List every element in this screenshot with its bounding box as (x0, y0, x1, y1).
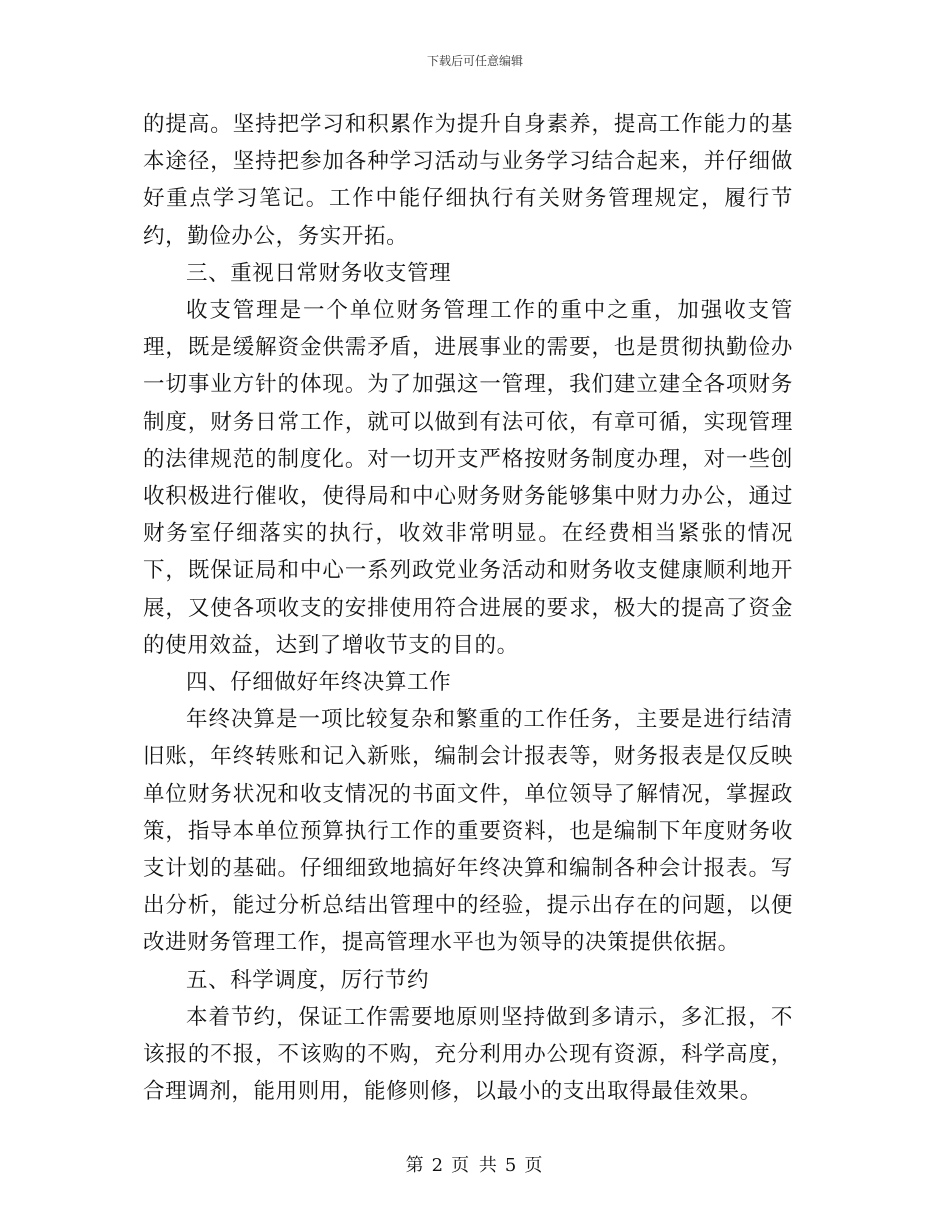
footer-total-pages: 5 (504, 1155, 519, 1176)
footer-middle: 页 共 (451, 1155, 499, 1176)
section-heading-5: 五、科学调度，厉行节约 (186, 967, 430, 993)
section-heading-4: 四、仔细做好年终决算工作 (186, 670, 452, 696)
section-heading-3: 三、重视日常财务收支管理 (186, 260, 452, 286)
paragraph-section-3: 收支管理是一个单位财务管理工作的重中之重，加强收支管理，既是缓解资金供需矛盾，进展事业的需要，也是贯彻执勤俭办一切事业方针的体现。为了加强这一管理，我们建立建全各项财务制度，财务日常工作，就可以做到有法可依，有章可循，实现管理的法律规范的制度化。对一切开支严格按财务制度办理，对一些创收积极进行催收，使得局和中心财务财务能够集中财力办公，通过财务室仔细落实的执行，收效非常明显。在经费相当紧张的情况下，既保证局和中心一系列政党业务活动和财务收支健康顺利地开展，又使各项收支的安排使用符合进展的要求，极大的提高了资金的使用效益，达到了增收节支的目的。 (143, 298, 793, 658)
page-header-note: 下载后可任意编辑 (426, 54, 523, 68)
paragraph-section-4: 年终决算是一项比较复杂和繁重的工作任务，主要是进行结清旧账，年终转账和记入新账，编制会计报表等，财务报表是仅反映单位财务状况和收支情况的书面文件，单位领导了解情况，掌握政策，指导本单位预算执行工作的重要资料，也是编制下年度财务收支计划的基础。仔细细致地搞好年终决算和编制各种会计报表。写出分析，能过分析总结出管理中的经验，提示出存在的问题，以便改进财务管理工作，提高管理水平也为领导的决策提供依据。 (143, 707, 793, 956)
document-body (143, 106, 793, 1110)
footer-current-page: 2 (431, 1155, 446, 1176)
footer-suffix: 页 (524, 1155, 545, 1176)
page-number-footer (0, 1151, 950, 1177)
paragraph-continued: 的提高。坚持把学习和积累作为提升自身素养，提高工作能力的基本途径，坚持把参加各种学习活动与业务学习结合起来，并仔细做好重点学习笔记。工作中能仔细执行有关财务管理规定，履行节约，勤俭办公，务实开拓。 (143, 112, 793, 249)
paragraph-section-5: 本着节约，保证工作需要地原则坚持做到多请示，多汇报，不该报的不报，不该购的不购，充分利用办公现有资源，科学高度，合理调剂，能用则用，能修则修，以最小的支出取得最佳效果。 (143, 1004, 793, 1105)
footer-prefix: 第 (405, 1155, 426, 1176)
